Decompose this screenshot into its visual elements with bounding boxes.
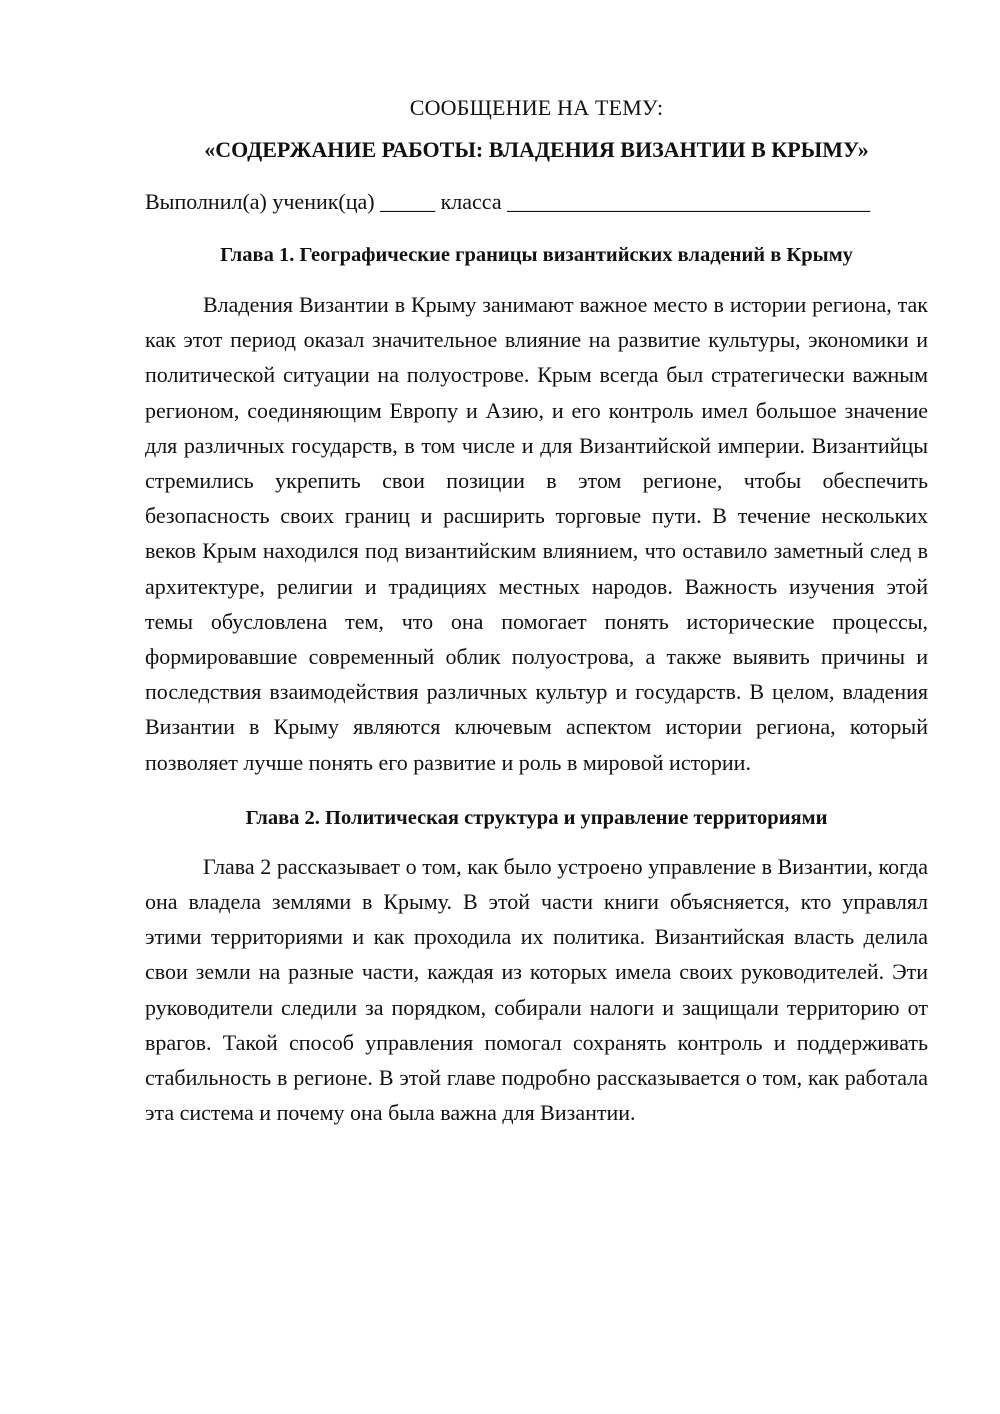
chapter-2-paragraph: Глава 2 рассказывает о том, как было устроено управление в Византии, когда она владела землями в Крыму. В этой части книги объясняется, кто управлял этими территориями и как проходила их политика. Византийская власть делила свои земли на разные части, каждая из которых имела своих руководителей. Эти руководители следили за порядком, собирали налоги и защищали территорию от врагов. Такой способ управления помогал сохранять контроль и поддерживать стабильность в регионе. В этой главе подробно рассказывается о том, как работала эта система и почему она была важна для Византии.: [145, 853, 928, 1126]
author-line: Выполнил(а) ученик(ца) _____ класса _________________________________: [145, 189, 871, 214]
document-title-line-2: «СОДЕРЖАНИЕ РАБОТЫ: ВЛАДЕНИЯ ВИЗАНТИИ В КРЫМУ»: [204, 137, 869, 162]
chapter-1-heading: Глава 1. Географические границы византийских владений в Крыму: [220, 244, 853, 266]
chapter-1-paragraph: Владения Византии в Крыму занимают важное место в истории региона, так как этот период оказал значительное влияние на развитие культуры, экономики и политической ситуации на полуострове. Крым всегда был стратегически важным регионом, соединяющим Европу и Азию, и его контроль имел большое значение для различных государств, в том числе и для Византийской империи. Византийцы стремились укрепить свои позиции в этом регионе, чтобы обеспечить безопасность своих границ и расширить торговые пути. В течение нескольких веков Крым находился под византийским влиянием, что оставило заметный след в архитектуре, религии и традициях местных народов. Важность изучения этой темы обусловлена тем, что она помогает понять исторические процессы, формировавшие современный облик полуострова, а также выявить причины и последствия взаимодействия различных культур и государств. В целом, владения Византии в Крыму являются ключевым аспектом истории региона, который позволяет лучше понять его развитие и роль в мировой истории.: [145, 292, 928, 775]
document-page: [145, 90, 928, 1130]
chapter-2-heading: Глава 2. Политическая структура и управление территориями: [245, 806, 828, 829]
document-title-line-1: СООБЩЕНИЕ НА ТЕМУ:: [409, 95, 664, 120]
